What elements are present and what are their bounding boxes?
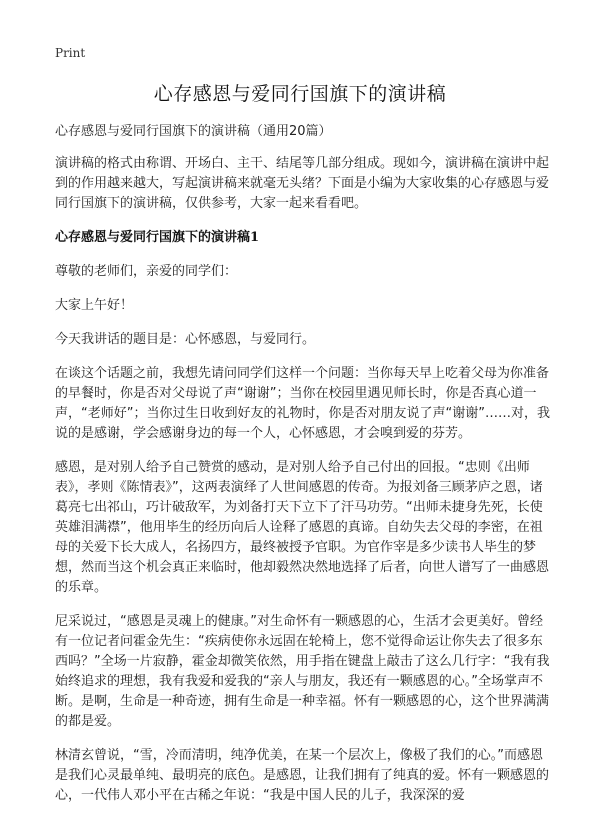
greeting: 大家上午好！: [55, 298, 134, 313]
print-link[interactable]: Print: [55, 46, 86, 60]
body-paragraph: 林清玄曾说，“雪，冷而清明，纯净优美，在某一个层次上，像极了我们的心。”而感恩是我们心灵最单纯、最明亮的底色。是感恩，让我们拥有了纯真的爱。怀有一颗感恩的心，一代伟人邓小平在古稀之年说：“我是中国人民的儿子，我深深的爱: [55, 748, 550, 803]
salutation: 尊敬的老师们，亲爱的同学们：: [55, 264, 238, 279]
page-title: 心存感恩与爱同行国旗下的演讲稿: [153, 83, 447, 105]
section-heading: 心存感恩与爱同行国旗下的演讲稿1: [55, 230, 260, 245]
intro-paragraph: 演讲稿的格式由称谓、开场白、主干、结尾等几部分组成。现如今，演讲稿在演讲中起到的作用越来越大，写起演讲稿来就毫无头绪？下面是小编为大家收集的心存感恩与爱同行国旗下的演讲稿，仅供参考，大家一起来看看吧。: [55, 156, 550, 211]
topic-statement: 今天我讲话的题目是：心怀感恩，与爱同行。: [55, 332, 316, 347]
body-paragraph: 感恩，是对别人给予自己赞赏的感动，是对别人给予自己付出的回报。“忠则《出师表》，孝则《陈情表》”，这两表演绎了人世间感恩的传奇。为报刘备三顾茅庐之恩，诸葛亮七出祁山，巧计破敌军，为刘备打天下立下了汗马功劳。“出师未捷身先死，长使英雄泪满襟”，他用毕生的经历向后人诠释了感恩的真谛。自幼失去父母的李密，在祖母的关爱下长大成人，名扬四方，最终被授予官职。为官作宰是多少读书人毕生的梦想，然而当这个机会真正来临时，他却毅然决然地选择了后者，向世人谱写了一曲感恩的乐章。: [55, 460, 550, 595]
body-paragraph: 尼采说过，“感恩是灵魂上的健康。”对生命怀有一颗感恩的心，生活才会更美好。曾经有一位记者问霍金先生：“疾病使你永远固在轮椅上，您不觉得命运让你失去了很多东西吗？”全场一片寂静，霍金却微笑依然，用手指在键盘上敲击了这么几行字：“我有我始终追求的理想，我有我爱和爱我的“亲人与朋友，我还有一颗感恩的心。”全场掌声不断。是啊，生命是一种奇迹，拥有生命是一种幸福。怀有一颗感恩的心，这个世界满满的都是爱。: [55, 614, 550, 729]
article-subtitle: 心存感恩与爱同行国旗下的演讲稿（通用20篇）: [55, 124, 332, 139]
body-paragraph: 在谈这个话题之前，我想先请问同学们这样一个问题：当你每天早上吃着父母为你准备的早餐时，你是否对父母说了声“谢谢”；当你在校园里遇见师长时，你是否真心道一声，“老师好”；当你过生日收到好友的礼物时，你是否对朋友说了声“谢谢”……对，我说的是感谢，学会感谢身边的每一个人，心怀感恩，才会嗅到爱的芬芳。: [55, 366, 550, 441]
article-body: [55, 122, 550, 820]
